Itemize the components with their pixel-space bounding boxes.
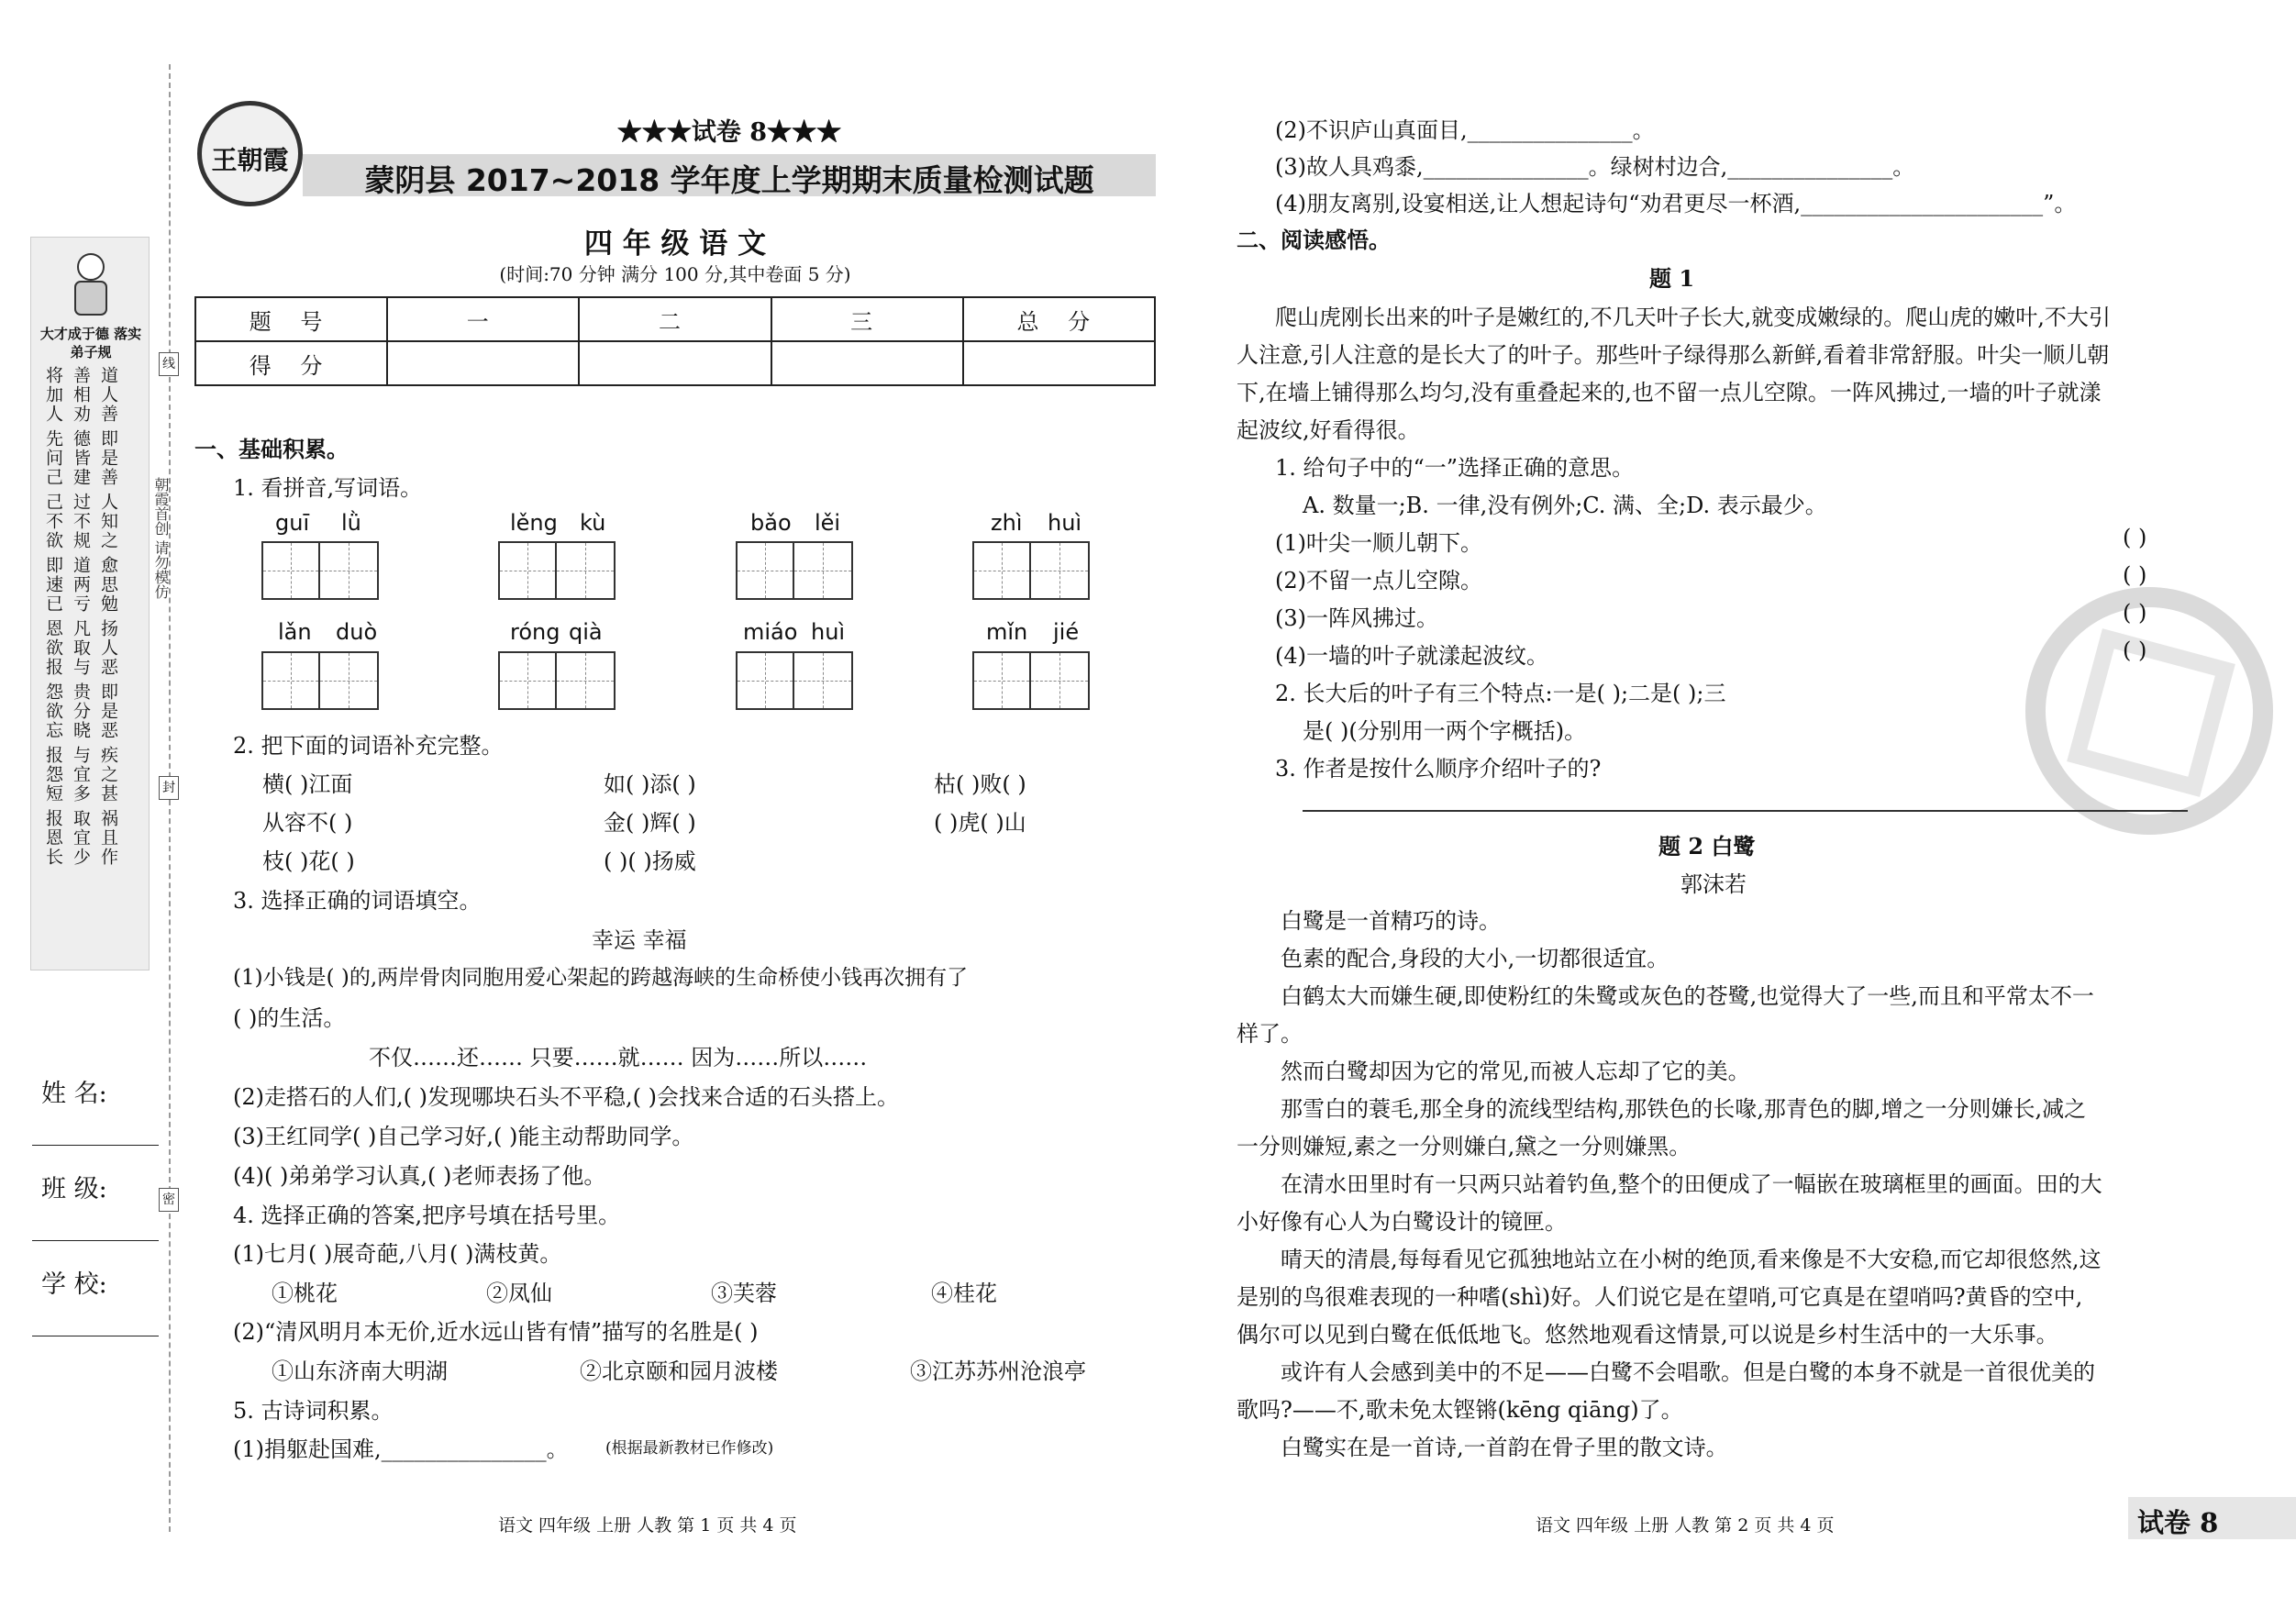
paragraph-line: 白鹭是一首精巧的诗。	[1281, 908, 1501, 934]
name-field[interactable]	[32, 1145, 159, 1146]
question-2: 2. 把下面的词语补充完整。	[233, 733, 504, 759]
option: ③芙蓉	[711, 1281, 777, 1306]
answer-paren[interactable]: ( )	[2123, 638, 2147, 663]
paragraph-line: 样了。	[1237, 1021, 1303, 1047]
pinyin: lěng	[510, 510, 558, 536]
saying-group: 将加人 善相劝 道人善	[43, 366, 118, 424]
paragraph-line: 是别的鸟很难表现的一种嗜(shì)好。人们说它是在望哨,可它真是在望哨吗?黄昏的空中,	[1237, 1284, 2083, 1310]
paragraph-line: 一分则嫌短,素之一分则嫌白,黛之一分则嫌黑。	[1237, 1134, 1691, 1159]
paragraph-line: 白鹤太大而嫌生硬,即使粉红的朱鹭或灰色的苍鹭,也觉得大了一些,而且和平常太不一	[1281, 983, 2094, 1009]
paragraph-line: 然而白鹭却因为它的常见,而被人忘却了它的美。	[1281, 1059, 1750, 1084]
question: 2. 长大后的叶子有三个特点:一是( );二是( );三	[1275, 681, 1726, 706]
answer-paren[interactable]: ( )	[2123, 600, 2147, 626]
sentence: (4)朋友离别,设宴相送,让人想起诗句“劝君更尽一杯酒,______________________”。	[1275, 191, 2077, 216]
reading-title: 题 1	[1649, 265, 1695, 292]
option: ②凤仙	[486, 1281, 552, 1306]
sentence: (1)小钱是( )的,两岸骨肉同胞用爱心架起的跨越海峡的生命桥使小钱再次拥有了	[233, 966, 969, 990]
class-label: 班 级:	[41, 1175, 107, 1203]
pinyin: lěi	[815, 510, 841, 536]
exam-tag: ★★★试卷 8★★★	[616, 118, 842, 147]
sentence: (1)七月( )展奇葩,八月( )满枝黄。	[233, 1241, 562, 1267]
saying-group: 怨欲忘 贵分晓 即是恶	[43, 682, 118, 740]
subject-title: 四 年 级 语 文	[583, 227, 767, 261]
question-5: 5. 古诗词积累。	[233, 1398, 394, 1424]
saying-group: 即速已 道两亏 愈思勉	[43, 556, 118, 614]
saying-group: 己不欲 过不规 人知之	[43, 493, 118, 550]
pinyin: róng	[510, 619, 560, 645]
seal-watermark	[2025, 587, 2273, 835]
pinyin: huì	[1048, 510, 1082, 536]
sentence: (4)( )弟弟学习认真,( )老师表扬了他。	[233, 1163, 606, 1189]
paragraph-line: 起波纹,好看得很。	[1237, 417, 1420, 443]
corner-tag: 试卷 8	[2137, 1507, 2219, 1538]
sub-question: (4)一墙的叶子就漾起波纹。	[1275, 643, 1548, 669]
answer-paren[interactable]: ( )	[2123, 562, 2147, 588]
reading-title: 题 2 白鹭	[1658, 833, 1756, 859]
sentence: ( )的生活。	[233, 1005, 346, 1031]
answer-paren[interactable]: ( )	[2123, 525, 2147, 550]
fill-item: 从容不( )	[262, 810, 353, 836]
paragraph-line: 人注意,引人注意的是长大了的叶子。那些叶子绿得那么新鲜,看着非常舒服。叶尖一顺儿朝	[1237, 342, 2110, 368]
score-cell[interactable]	[963, 341, 1155, 385]
section-heading: 二、阅读感悟。	[1237, 227, 1391, 253]
sub-question: (1)叶尖一顺儿朝下。	[1275, 530, 1482, 556]
scholar-icon	[59, 247, 123, 320]
sentence: (2)走搭石的人们,( )发现哪块石头不平稳,( )会找来合适的石头搭上。	[233, 1084, 899, 1110]
paragraph-line: 歌吗?——不,歌未免太铿锵(kēng qiāng)了。	[1237, 1397, 1683, 1423]
option: ④桂花	[931, 1281, 997, 1306]
saying-group: 恩欲报 凡取与 扬人恶	[43, 619, 118, 677]
fill-item: 枯( )败( )	[934, 771, 1026, 797]
writing-grid[interactable]	[972, 651, 1090, 710]
fill-item: 金( )辉( )	[604, 810, 696, 836]
pinyin: qià	[569, 619, 603, 645]
options-line: A. 数量一;B. 一律,没有例外;C. 满、全;D. 表示最少。	[1303, 493, 1827, 518]
paragraph-line: 下,在墙上铺得那么均匀,没有重叠起来的,也不留一点儿空隙。一阵风拂过,一墙的叶子就漾	[1237, 380, 2102, 405]
class-field[interactable]	[32, 1240, 159, 1241]
sidebar-motto: 大才成于德 落实弟子规	[39, 326, 142, 360]
paragraph-line: 那雪白的蓑毛,那全身的流线型结构,那铁色的长喙,那青色的脚,增之一分则嫌长,减之	[1281, 1096, 2087, 1122]
paragraph-line: 白鹭实在是一首诗,一首韵在骨子里的散文诗。	[1281, 1435, 1728, 1460]
question-4: 4. 选择正确的答案,把序号填在括号里。	[233, 1203, 621, 1228]
page-footer: 语文 四年级 上册 人教 第 1 页 共 4 页	[498, 1515, 797, 1536]
paragraph-line: 偶尔可以见到白鹭在低低地飞。悠然地观看这情景,可以说是乡村生活中的一大乐事。	[1237, 1322, 2058, 1347]
score-cell[interactable]	[579, 341, 771, 385]
writing-grid[interactable]	[736, 541, 853, 600]
score-table	[194, 296, 1156, 386]
pinyin: miáo	[743, 619, 798, 645]
seal-mark: 封	[159, 776, 179, 800]
pinyin: duò	[336, 619, 378, 645]
saying-group: 先问己 德皆建 即是善	[43, 429, 118, 487]
fill-item: ( )( )扬威	[604, 848, 696, 874]
saying-group: 报恩长 取宜少 祸且作	[43, 809, 118, 867]
writing-grid[interactable]	[498, 541, 616, 600]
paragraph-line: 或许有人会感到美中的不足——白鹭不会唱歌。但是白鹭的本身不就是一首很优美的	[1281, 1359, 2095, 1385]
pinyin: jié	[1053, 619, 1080, 645]
sentence: (3)王红同学( )自己学习好,( )能主动帮助同学。	[233, 1124, 694, 1149]
fill-item: 枝( )花( )	[262, 848, 355, 874]
edit-note: (根据最新教材已作修改)	[605, 1439, 774, 1458]
writing-grid[interactable]	[972, 541, 1090, 600]
score-cell[interactable]	[387, 341, 579, 385]
option: ②北京颐和园月波楼	[580, 1359, 778, 1384]
sentence: (1)捐躯赴国难,_______________。	[233, 1436, 569, 1462]
writing-grid[interactable]	[261, 541, 379, 600]
answer-line[interactable]	[1303, 810, 2188, 812]
pinyin: guī	[275, 510, 310, 536]
exam-info: (时间:70 分钟 满分 100 分,其中卷面 5 分)	[499, 263, 851, 285]
writing-grid[interactable]	[736, 651, 853, 710]
paragraph-line: 色素的配合,身段的大小,一切都很适宜。	[1281, 946, 1669, 971]
brand-logo: 王朝霞	[197, 101, 303, 206]
paragraph-line: 小好像有心人为白鹭设计的镜匣。	[1237, 1209, 1567, 1235]
question-1: 1. 看拼音,写词语。	[233, 475, 423, 501]
sidebar-panel	[30, 237, 150, 970]
writing-grid[interactable]	[498, 651, 616, 710]
question: 是( )(分别用一两个字概括)。	[1303, 718, 1587, 744]
pinyin: lǎn	[278, 619, 312, 645]
pinyin: zhì	[991, 510, 1023, 536]
sentence: (3)故人具鸡黍,_______________。绿树村边合,_______________。	[1275, 154, 1915, 180]
saying-group: 报怨短 与宜多 疾之甚	[43, 746, 118, 804]
option: ①山东济南大明湖	[272, 1359, 448, 1384]
sentence: (2)不识庐山真面目,_______________。	[1275, 117, 1655, 143]
pinyin: lǜ	[341, 510, 361, 536]
seal-mark: 密	[159, 1188, 179, 1212]
sentence: (2)“清风明月本无价,近水远山皆有情”描写的名胜是( )	[233, 1319, 759, 1345]
pinyin: kù	[580, 510, 606, 536]
pinyin: bǎo	[750, 510, 792, 536]
question-3: 3. 选择正确的词语填空。	[233, 888, 482, 914]
question: 3. 作者是按什么顺序介绍叶子的?	[1275, 756, 1602, 782]
school-label: 学 校:	[41, 1270, 107, 1299]
pinyin: huì	[811, 619, 846, 645]
paragraph-line: 在清水田里时有一只两只站着钓鱼,整个的田便成了一幅嵌在玻璃框里的画面。田的大	[1281, 1171, 2102, 1197]
word-choices: 幸运 幸福	[592, 927, 687, 953]
fill-item: 如( )添( )	[604, 771, 696, 797]
table-row: 题 号 一 二 三 总 分	[195, 297, 1155, 341]
seal-mark: 线	[159, 352, 179, 376]
name-label: 姓 名:	[41, 1080, 107, 1108]
option: ①桃花	[272, 1281, 338, 1306]
fill-item: ( )虎( )山	[934, 810, 1026, 836]
word-choices: 不仅……还…… 只要……就…… 因为……所以……	[369, 1045, 868, 1070]
table-row: 得 分	[195, 341, 1155, 385]
fill-item: 横( )江面	[262, 771, 353, 797]
option: ③江苏苏州沧浪亭	[910, 1359, 1086, 1384]
author: 郭沫若	[1680, 871, 1747, 897]
writing-grid[interactable]	[261, 651, 379, 710]
pinyin: mǐn	[986, 619, 1028, 645]
sidebar-sayings	[42, 366, 143, 867]
page-footer: 语文 四年级 上册 人教 第 2 页 共 4 页	[1536, 1515, 1835, 1536]
sub-question: (2)不留一点儿空隙。	[1275, 568, 1482, 593]
section-heading: 一、基础积累。	[194, 436, 349, 462]
exam-title: 蒙阴县 2017~2018 学年度上学期期末质量检测试题	[364, 162, 1094, 198]
vertical-note: 朝霞首创 请勿模仿	[152, 477, 170, 600]
paragraph-line: 晴天的清晨,每每看见它孤独地站立在小树的绝顶,看来像是不大安稳,而它却很悠然,这	[1281, 1247, 2102, 1272]
paragraph-line: 爬山虎刚长出来的叶子是嫩红的,不几天叶子长大,就变成嫩绿的。爬山虎的嫩叶,不大引	[1275, 305, 2111, 330]
sub-question: (3)一阵风拂过。	[1275, 605, 1438, 631]
score-cell[interactable]	[771, 341, 963, 385]
question: 1. 给句子中的“一”选择正确的意思。	[1275, 455, 1635, 481]
